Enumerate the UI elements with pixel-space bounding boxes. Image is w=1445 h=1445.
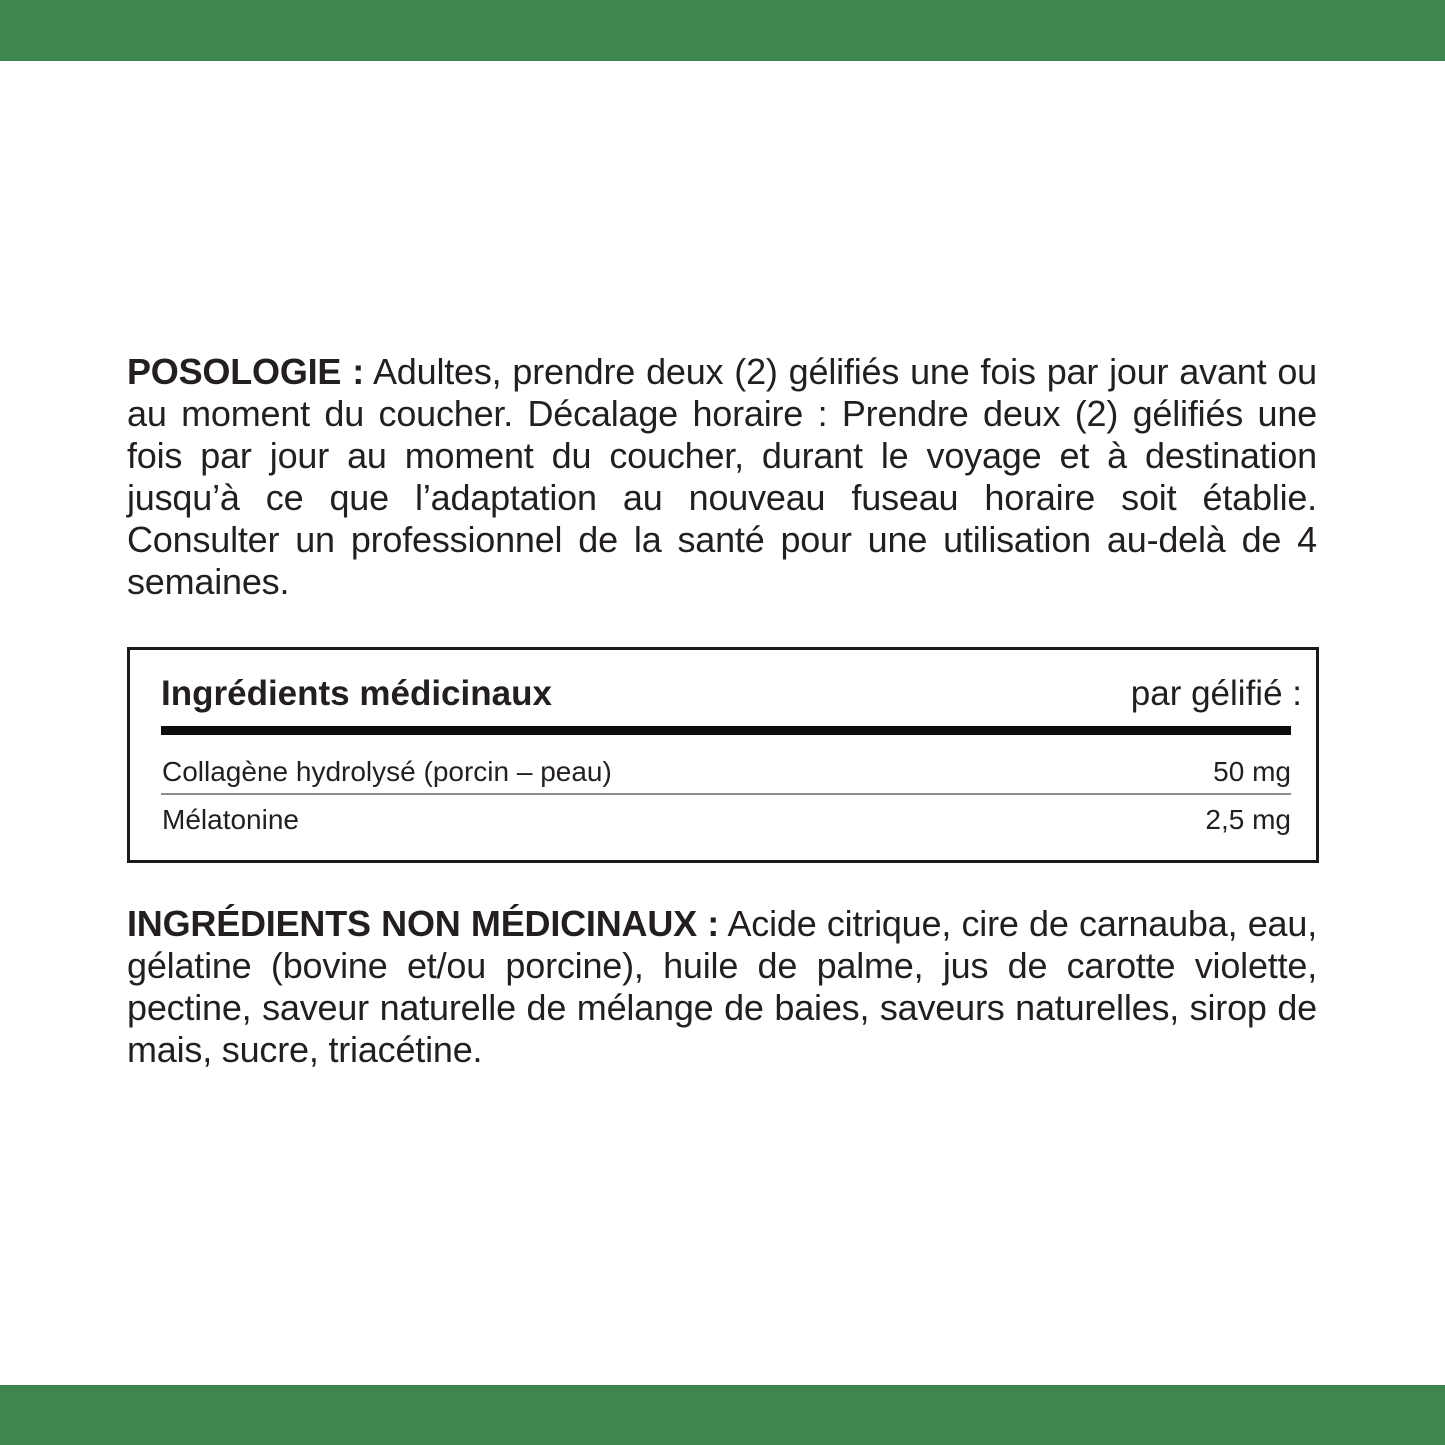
medicinal-ingredients-panel — [127, 647, 1319, 863]
non-medicinal-text: Acide citrique, cire de carnauba, eau, gélatine (bovine et/ou porcine), huile de palme, jus de carotte violette, pectine, saveur naturelle de mélange de baies, saveurs naturelles, sirop de mais, sucre, triacétine. — [127, 903, 1317, 1070]
panel-header-rule — [161, 726, 1291, 735]
ingredient-name: Mélatonine — [162, 804, 299, 835]
ingredient-row — [162, 802, 1291, 842]
top-green-band — [0, 0, 1445, 61]
ingredient-name: Collagène hydrolysé (porcin – peau) — [162, 756, 612, 787]
non-medicinal-paragraph — [127, 903, 1317, 1071]
dosage-text: Adultes, prendre deux (2) gélifiés une fois par jour avant ou au moment du coucher. Décalage horaire : Prendre deux (2) gélifiés une fois par jour au moment du coucher, durant le voyage et à destination jusqu’à ce que l’adaptation au nouveau fuseau horaire soit établie. Consulter un professionnel de la santé pour une utilisation au-delà de 4 semaines. — [127, 351, 1317, 602]
panel-header — [161, 674, 1302, 718]
non-medicinal-label: INGRÉDIENTS NON MÉDICINAUX : — [127, 903, 720, 944]
dosage-label: POSOLOGIE : — [127, 351, 364, 392]
ingredient-amount: 2,5 mg — [1205, 804, 1291, 835]
bottom-green-band — [0, 1385, 1445, 1445]
panel-title: Ingrédients médicinaux — [161, 674, 552, 713]
panel-unit-label: par gélifié : — [1130, 674, 1302, 713]
row-divider — [161, 793, 1291, 795]
ingredient-amount: 50 mg — [1213, 756, 1291, 787]
dosage-paragraph — [127, 351, 1317, 603]
ingredient-row — [162, 754, 1291, 794]
